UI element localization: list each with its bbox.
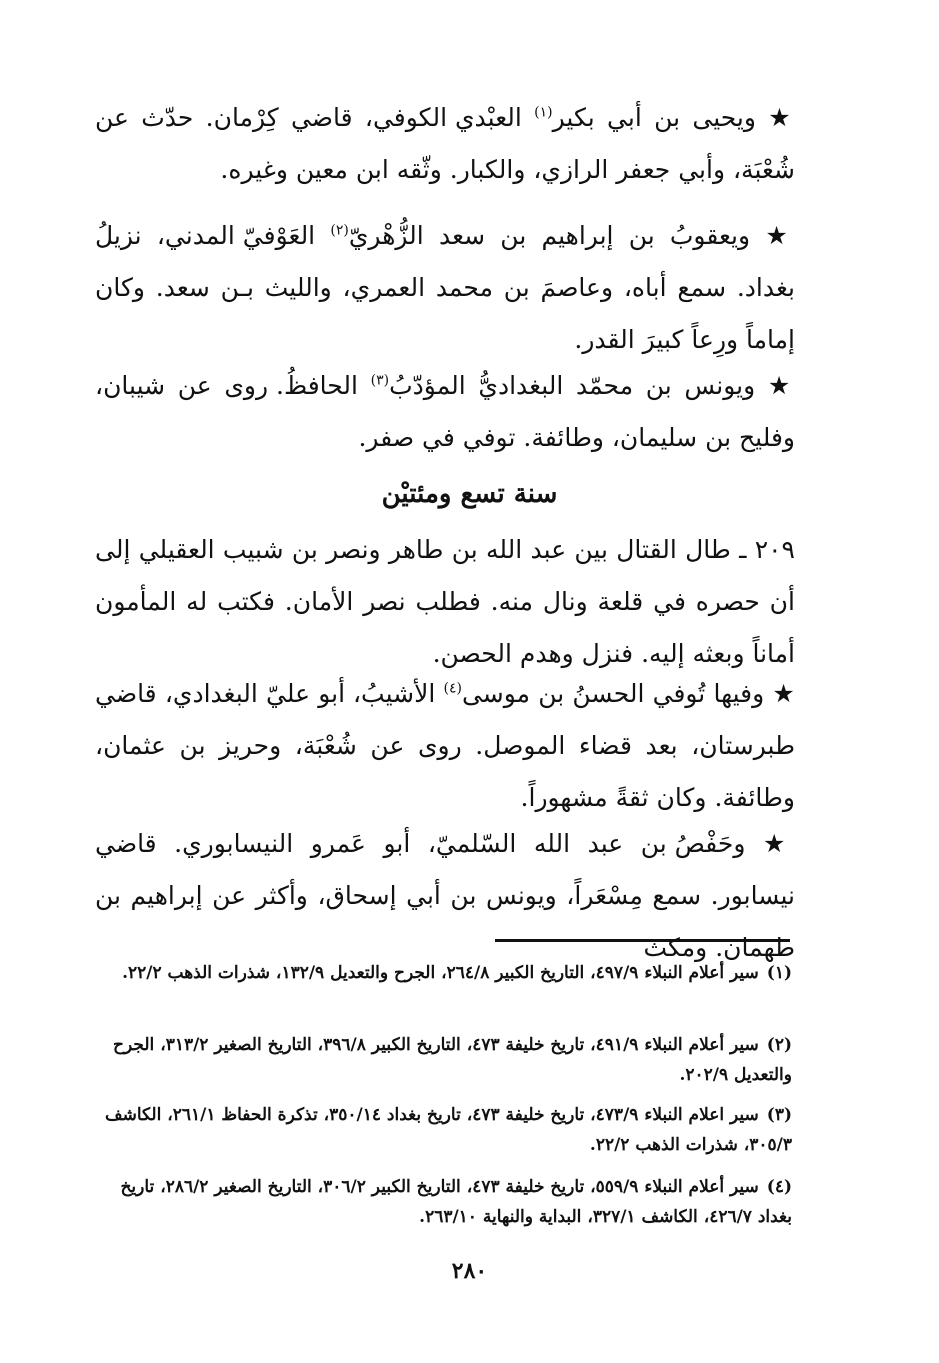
footnote-number: (٣) (766, 1105, 792, 1125)
entry-text: ويعقوبُ بن إبراهيم بن سعد الزُّهْريّ (348, 221, 751, 250)
entry-text: العَوْفيّ المدني، نزيلُ بغداد. سمع أباه، وعاصمَ بن محمد العمري، والليث بـن سعد. وكان إماماً ورِعاً كبيرَ القدر. (95, 221, 795, 354)
footnote-number: (١) (766, 963, 792, 983)
event-text: ٢٠٩ ـ طال القتال بين عبد الله بن طاهر ونصر بن شبيب العقيلي إلى أن حصره في قلعة ونال منه. فطلب نصر الأمان. فكتب له المأمون أماناً وبعثه إليه. فنزل وهدم الحصن. (95, 535, 795, 668)
star-marker: ★ (772, 679, 795, 708)
footnote-2 (92, 1030, 792, 1090)
footnote-ref[interactable]: (٣) (370, 372, 390, 389)
entry-yahya (95, 92, 795, 196)
entry-text: العبْدي الكوفي، قاضي كِرْمان. حدّث عن شُعْبَة، وأبي جعفر الرازي، والكبار. وثّقه ابن معين وغيره. (95, 103, 795, 184)
footnote-text: سير أعلام النبلاء ٤٩٧/٩، التاريخ الكبير ٢٦٤/٨، الجرح والتعديل ١٣٢/٩، شذرات الذهب ٢٢/٢. (122, 963, 759, 983)
footnote-number: (٤) (766, 1177, 792, 1197)
footnote-ref[interactable]: (٤) (443, 680, 462, 697)
footnote-1 (92, 958, 792, 988)
footnote-ref[interactable]: (١) (534, 104, 553, 121)
entry-hafs (95, 818, 795, 974)
event-209 (95, 524, 795, 680)
entry-hasan (95, 668, 795, 824)
footnote-text: سير أعلام النبلاء ٤٩١/٩، تاريخ خليفة ٤٧٣، التاريخ الكبير ٣٩٦/٨، التاريخ الصغير ٣١٣/٢، الجرح والتعديل ٢٠٢/٩. (113, 1035, 792, 1085)
footnote-text: سير اعلام النبلاء ٤٧٣/٩، تاريخ خليفة ٤٧٣، تاريخ بغداد ٣٥٠/١٤، تذكرة الحفاظ ٢٦١/١، الكاشف ٣٠٥/٣، شذرات الذهب ٢٢/٢. (105, 1105, 792, 1155)
footnote-text: سير أعلام النبلاء ٥٥٩/٩، تاريخ خليفة ٤٧٣، التاريخ الكبير ٣٠٦/٢، التاريخ الصغير ٢٨٦/٢، تاريخ بغداد ٤٢٦/٧، الكاشف ٣٢٧/١، البداية والنهاية ٢٦٣/١٠. (120, 1177, 792, 1227)
entry-text: الأشيبُ، أبو عليّ البغدادي، قاضي طبرستان، بعد قضاء الموصل. روى عن شُعْبَة، وحريز بن عثمان، وطائفة. وكان ثقةً مشهوراً. (95, 679, 795, 812)
footnote-4 (92, 1172, 792, 1232)
entry-yunus (95, 360, 795, 464)
star-marker: ★ (763, 829, 795, 858)
page-number: ٢٨٠ (451, 1258, 488, 1284)
footnote-ref[interactable]: (٢) (330, 222, 349, 239)
star-marker: ★ (768, 103, 796, 132)
entry-text: وفيها تُوفي الحسنُ بن موسى (461, 679, 765, 708)
entry-text: ويحيى بن أبي بكير (552, 103, 756, 132)
footnote-number: (٢) (766, 1035, 792, 1055)
section-heading: سنة تسع ومئتيْن (381, 479, 558, 509)
star-marker: ★ (767, 371, 795, 400)
entry-yaqub (95, 210, 795, 366)
footnote-3 (92, 1100, 792, 1160)
entry-text: ويونس بن محمّد البغداديُّ المؤدّبُ (389, 371, 756, 400)
entry-text: وحَفْصُ بن عبد الله السّلميّ، أبو عَمرو النيسابوري. قاضي نيسابور. سمع مِسْعَراً، ويونس بن أبي إسحاق، وأكثر عن إبراهيم بن طهمان. ومكث (95, 829, 795, 962)
footnote-divider (495, 939, 790, 942)
star-marker: ★ (765, 221, 795, 250)
entry-text: الحافظُ. روى عن شيبان، وفليح بن سليمان، وطائفة. توفي في صفر. (95, 371, 795, 452)
